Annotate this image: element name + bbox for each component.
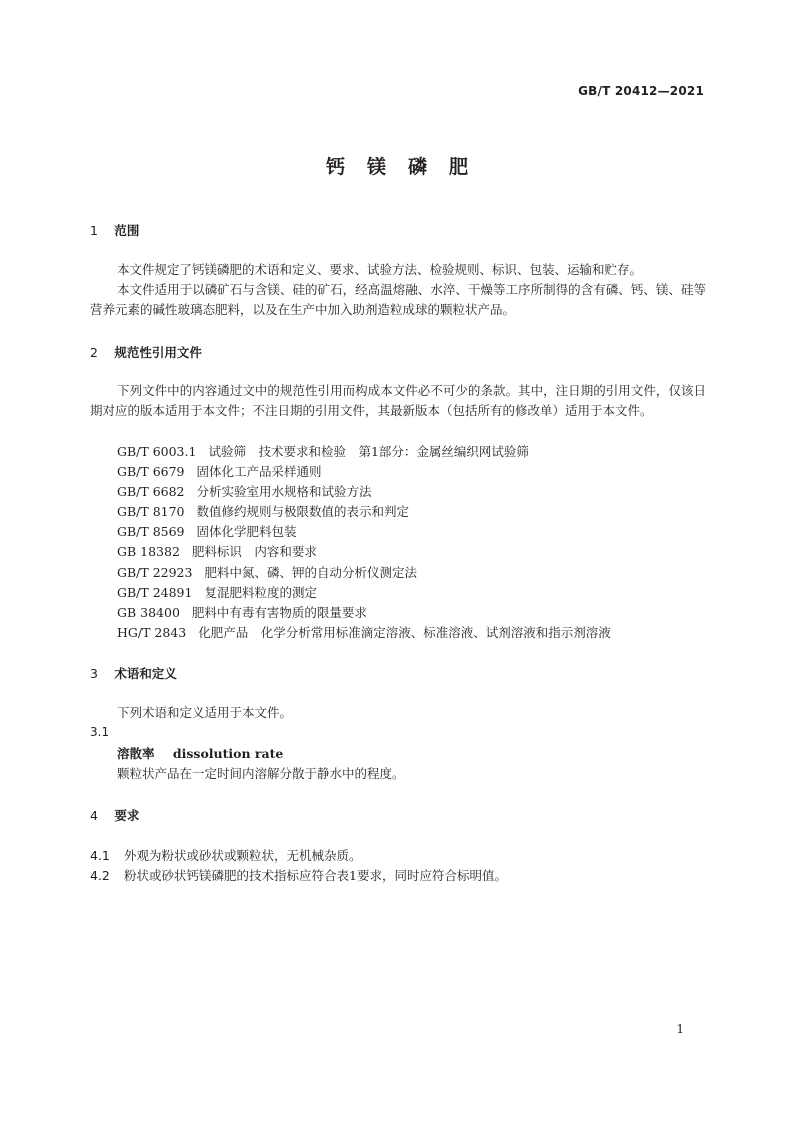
terms-intro-text: 下列术语和定义适用于本文件。: [117, 705, 293, 720]
section-3-heading: [90, 664, 177, 682]
references-intro-paragraph: [90, 381, 706, 420]
scope-text-2: 本文件适用于以磷矿石与含镁、硅的矿石，经高温熔融、水淬、干燥等工序所制得的含有磷、钙、镁、硅等营养元素的碱性玻璃态肥料，以及在生产中加入助剂造粒成球的颗粒状产品。: [90, 282, 706, 317]
section-number: 3: [90, 666, 98, 681]
section-2-heading: [90, 343, 202, 361]
page-number: 1: [676, 1022, 684, 1036]
reference-item: [117, 442, 611, 462]
term-definition: 颗粒状产品在一定时间内溶解分散于静水中的程度。: [117, 766, 405, 781]
reference-item: [117, 563, 611, 583]
reference-code: GB/T 8569: [117, 524, 185, 540]
requirement-text: 外观为粉状或砂状或颗粒状，无机械杂质。: [124, 848, 362, 863]
requirement-number: 4.2: [90, 868, 110, 883]
requirement-item: [90, 846, 362, 864]
scope-text-1: 本文件规定了钙镁磷肥的术语和定义、要求、试验方法、检验规则、标识、包装、运输和贮存。: [117, 262, 643, 277]
section-number: 1: [90, 223, 98, 238]
reference-title: 肥料标识 内容和要求: [191, 544, 317, 560]
reference-title: 肥料中有毒有害物质的限量要求: [191, 604, 367, 620]
reference-title: 化肥产品 化学分析常用标准滴定溶液、标准溶液、试剂溶液和指示剂溶液: [198, 624, 611, 640]
section-title: 术语和定义: [114, 666, 177, 681]
reference-title: 肥料中氮、磷、钾的自动分析仪测定法: [204, 564, 417, 580]
reference-code: GB/T 6003.1: [117, 444, 197, 459]
term-entry: [117, 744, 283, 762]
reference-item: [117, 542, 611, 562]
reference-item: [117, 603, 611, 623]
reference-code: GB 18382: [117, 544, 180, 560]
section-number: 2: [90, 345, 98, 360]
scope-paragraph-1: [90, 260, 706, 280]
reference-code: HG/T 2843: [117, 624, 187, 640]
reference-code: GB 38400: [117, 604, 180, 620]
term-chinese: 溶散率: [117, 746, 155, 761]
reference-title: 固体化工产品采样通则: [196, 464, 322, 480]
requirement-text: 粉状或砂状钙镁磷肥的技术指标应符合表1要求，同时应符合标明值。: [124, 868, 507, 883]
clause-number: 3.1: [90, 725, 110, 739]
reference-item: [117, 522, 611, 542]
reference-code: GB/T 22923: [117, 564, 193, 580]
terms-intro-paragraph: [90, 703, 706, 723]
requirement-item: [90, 866, 507, 884]
reference-code: GB/T 24891: [117, 584, 193, 600]
section-4-heading: [90, 806, 139, 824]
reference-item: [117, 583, 611, 603]
requirement-number: 4.1: [90, 848, 110, 863]
reference-item: [117, 502, 611, 522]
standard-code: GB/T 20412—2021: [578, 84, 704, 98]
section-1-heading: [90, 221, 139, 239]
section-title: 规范性引用文件: [114, 345, 202, 360]
reference-item: [117, 462, 611, 482]
reference-title: 数值修约规则与极限数值的表示和判定: [196, 504, 410, 520]
section-title: 要求: [114, 808, 140, 823]
reference-code: GB/T 8170: [117, 504, 185, 520]
section-number: 4: [90, 808, 98, 823]
reference-title: 复混肥料粒度的测定: [204, 584, 317, 600]
reference-title: 固体化学肥料包装: [196, 524, 297, 540]
section-title: 范围: [114, 223, 140, 238]
scope-paragraph-2: [90, 280, 706, 319]
reference-item: [117, 623, 611, 643]
document-title: 钙镁磷肥: [325, 156, 490, 178]
reference-code: GB/T 6679: [117, 464, 185, 480]
reference-item: [117, 482, 611, 502]
normative-references-list: [117, 442, 611, 643]
term-english: dissolution rate: [172, 746, 284, 761]
reference-title: 分析实验室用水规格和试验方法: [196, 484, 372, 500]
reference-code: GB/T 6682: [117, 484, 185, 500]
references-intro-text: 下列文件中的内容通过文中的规范性引用而构成本文件必不可少的条款。其中，注日期的引用文件，仅该日期对应的版本适用于本文件；不注日期的引用文件，其最新版本（包括所有的修改单）适用于本文件。: [90, 383, 706, 418]
reference-title: 试验筛 技术要求和检验 第1部分：金属丝编织网试验筛: [208, 444, 529, 459]
